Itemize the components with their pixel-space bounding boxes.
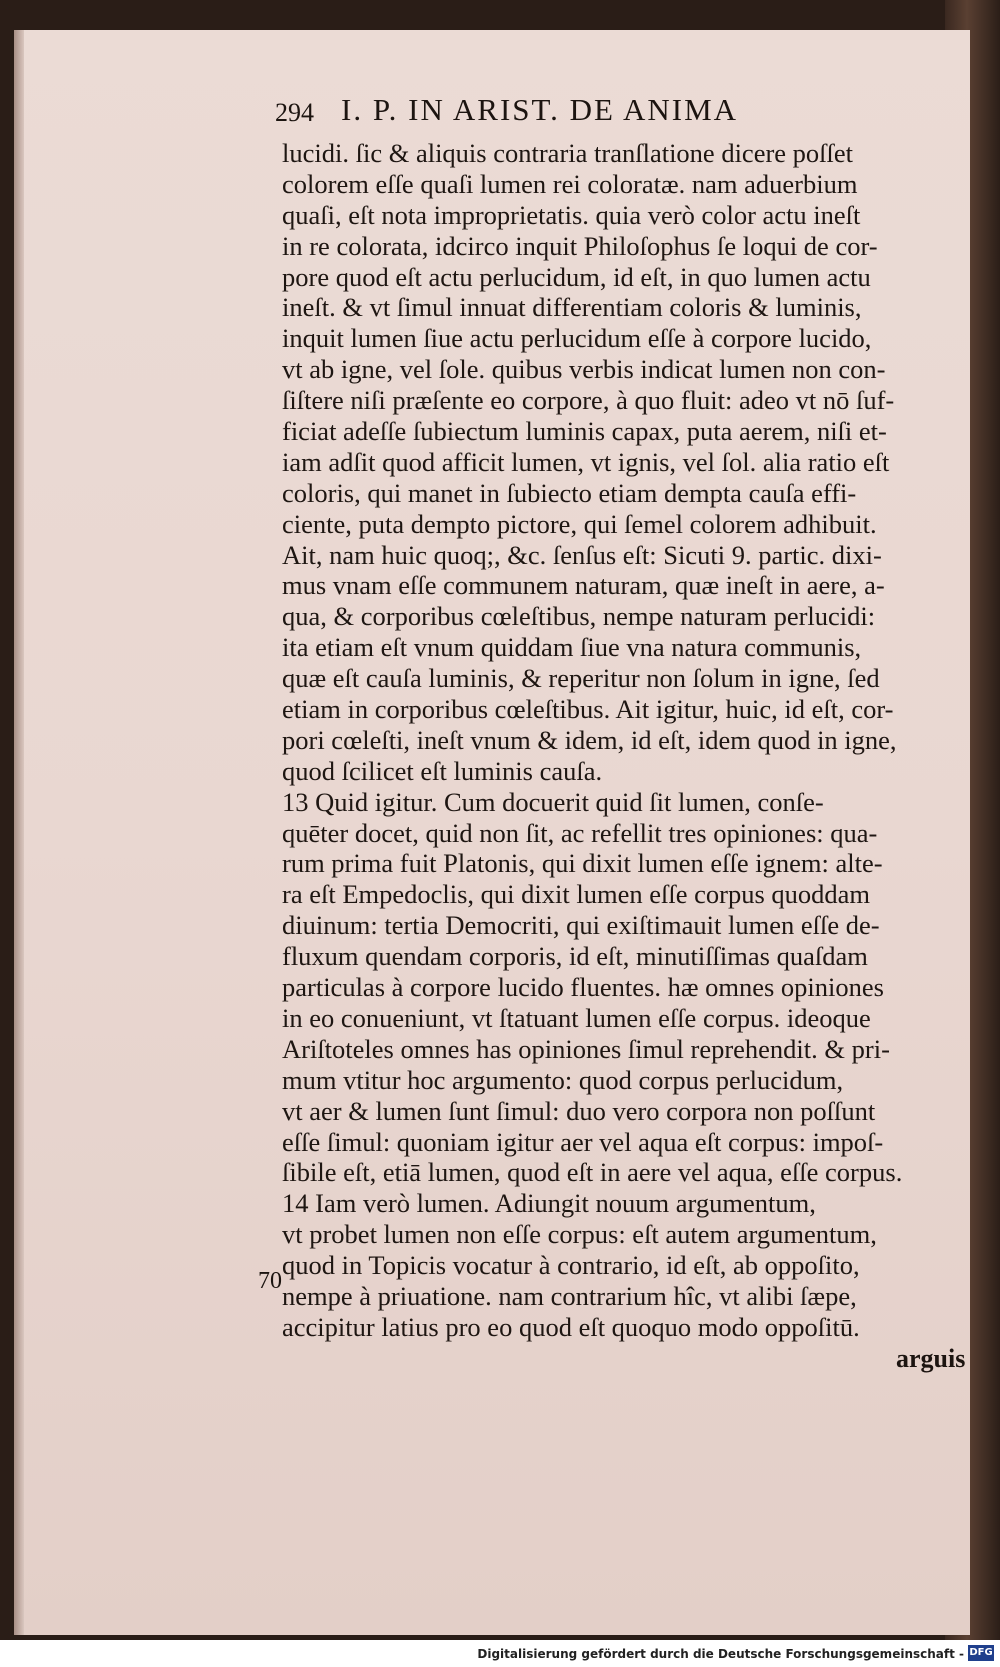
text-line: iam adſit quod afficit lumen, vt ignis, vel ſol. alia ratio eſt (282, 446, 890, 477)
text-line: ita etiam eſt vnum quiddam ſiue vna natura communis, (282, 632, 862, 663)
dfg-logo: DFG (968, 1645, 994, 1661)
text-line: vt aer & lumen ſunt ſimul: duo vero corpora non poſſunt (282, 1095, 876, 1126)
digitization-credit: Digitalisierung gefördert durch die Deutsche Forschungsgemeinschaft - (477, 1647, 964, 1661)
text-line: quēter docet, quid non ſit, ac refellit tres opiniones: qua- (282, 817, 878, 848)
text-line: ra eſt Empedoclis, qui dixit lumen eſſe corpus quoddam (282, 879, 871, 910)
text-line: pore quod eſt actu perlucidum, id eſt, in quo lumen actu (282, 261, 871, 292)
text-line: quaſi, eſt nota improprietatis. quia verò color actu ineſt (282, 199, 861, 230)
text-line: lucidi. ſic & aliquis contraria tranſlatione dicere poſſet (282, 138, 854, 168)
text-line: mum vtitur hoc argumento: quod corpus perlucidum, (282, 1064, 844, 1095)
text-line: 13 Quid igitur. Cum docuerit quid ſit lumen, conſe- (282, 786, 824, 817)
text-line: in eo conueniunt, vt ſtatuant lumen eſſe corpus. ideoque (282, 1002, 871, 1033)
text-line: quæ eſt cauſa luminis, & reperitur non ſolum in igne, ſed (282, 663, 880, 694)
text-line: ſibile eſt, etiā lumen, quod eſt in aere vel aqua, eſſe corpus. (282, 1157, 903, 1188)
text-line: nempe à priuatione. nam contrarium hîc, vt alibi ſæpe, (282, 1280, 857, 1311)
text-line: 14 Iam verò lumen. Adiungit nouum argumentum, (282, 1188, 816, 1219)
text-line: Ariſtoteles omnes has opiniones ſimul reprehendit. & pri- (282, 1033, 890, 1064)
text-line: eſſe ſimul: quoniam igitur aer vel aqua eſt corpus: impoſ- (282, 1126, 884, 1157)
text-line: Ait, nam huic quoq;, &c. ſenſus eſt: Sicuti 9. partic. dixi- (282, 539, 882, 570)
catchword: arguis (896, 1344, 966, 1373)
text-line: ſiſtere niſi præſente eo corpore, à quo fluit: adeo vt nō ſuf- (282, 385, 895, 416)
text-line: coloris, qui manet in ſubiecto etiam dempta cauſa effi- (282, 477, 857, 508)
text-line: quod ſcilicet eſt luminis cauſa. (282, 755, 603, 786)
body-text (282, 138, 932, 1343)
text-line: in re colorata, idcirco inquit Philoſophus ſe loqui de cor- (282, 230, 878, 261)
text-line: diuinum: tertia Democriti, qui exiſtimauit lumen eſſe de- (282, 910, 880, 941)
page-gutter-shadow (14, 30, 24, 1635)
text-line: ciente, puta dempto pictore, qui ſemel colorem adhibuit. (282, 508, 877, 539)
running-title: I. P. IN ARIST. DE ANIMA (341, 92, 739, 127)
page-number: 294 (275, 98, 314, 127)
text-line: vt probet lumen non eſſe corpus: eſt autem argumentum, (282, 1219, 877, 1250)
text-line: ineſt. & vt ſimul innuat differentiam coloris & luminis, (282, 292, 862, 323)
text-line: qua, & corporibus cœleſtibus, nempe naturam perlucidi: (282, 601, 876, 632)
text-line: inquit lumen ſiue actu perlucidum eſſe à corpore lucido, (282, 323, 872, 354)
text-line: quod in Topicis vocatur à contrario, id eſt, ab oppoſito, (282, 1250, 860, 1281)
text-line: colorem eſſe quaſi lumen rei coloratæ. nam aduerbium (282, 168, 858, 199)
text-line: rum prima fuit Platonis, qui dixit lumen eſſe ignem: alte- (282, 848, 883, 879)
page-header (275, 92, 895, 136)
margin-note-number: 70 (258, 1268, 282, 1294)
text-line: etiam in corporibus cœleſtibus. Ait igitur, huic, id eſt, cor- (282, 694, 894, 725)
text-line: ficiat adeſſe ſubiectum luminis capax, puta aerem, niſi et- (282, 416, 887, 447)
text-line: mus vnam eſſe communem naturam, quæ ineſt in aere, a- (282, 570, 885, 601)
text-line: fluxum quendam corporis, id eſt, minutiſſimas quaſdam (282, 941, 868, 972)
text-line: vt ab igne, vel ſole. quibus verbis indicat lumen non con- (282, 354, 886, 385)
text-line: accipitur latius pro eo quod eſt quoquo modo oppoſitū. (282, 1311, 860, 1342)
text-line: pori cœleſti, ineſt vnum & idem, id eſt, idem quod in igne, (282, 724, 897, 755)
text-line: particulas à corpore lucido fluentes. hæ omnes opiniones (282, 972, 884, 1003)
